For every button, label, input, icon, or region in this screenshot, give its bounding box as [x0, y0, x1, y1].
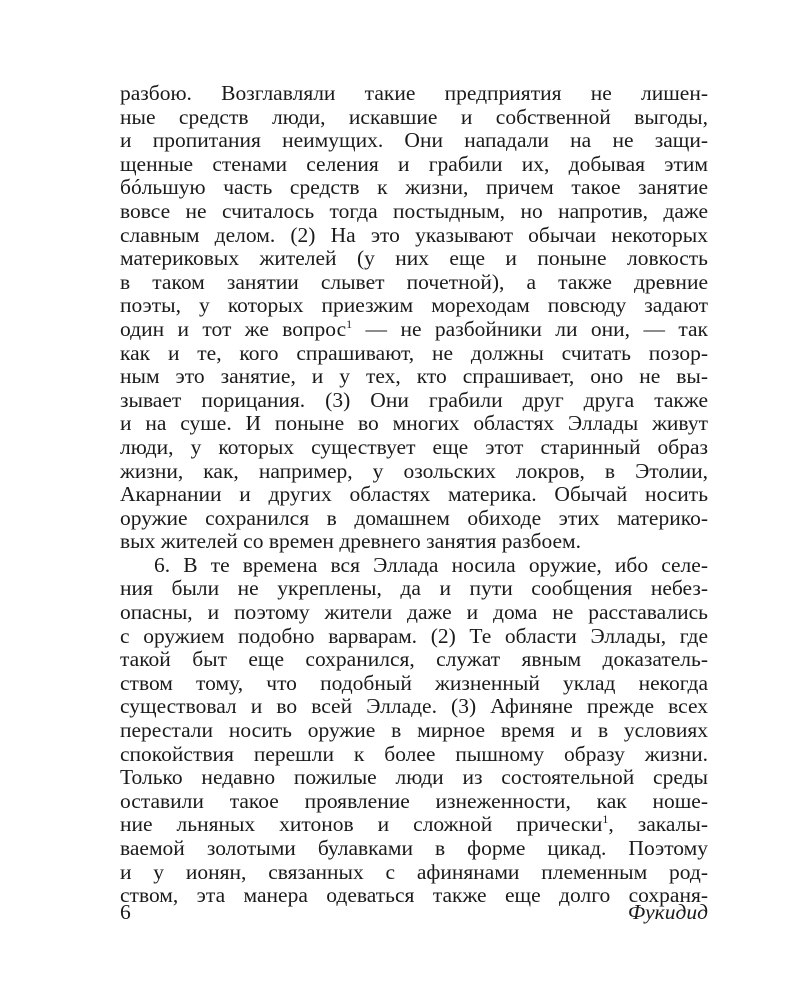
text-line: вых жителей со времен древнего занятия разбоем. [120, 529, 582, 554]
text-line: ния были не укреплены, да и пути сообщения небез- [120, 576, 708, 601]
footnote-marker: 1 [346, 316, 353, 331]
text-line: зывает порицания. (3) Они грабили друг друга также [120, 387, 708, 412]
text-line: как и те, кого спрашивают, не должны считать позор- [120, 340, 708, 365]
text-line [120, 318, 708, 342]
text-line: ством тому, что подобный жизненный уклад некогда [120, 670, 708, 695]
text-line: жизни, как, например, у озольских локров, в Этолии, [120, 458, 708, 483]
page-number: 6 [120, 900, 131, 924]
text-segment: ние льняных хитонов и сложной прически [120, 812, 603, 837]
text-line: такой быт еще сохранился, служат явным доказатель- [120, 647, 708, 672]
text-line: славным делом. (2) На это указывают обычаи некоторых [120, 222, 708, 247]
text-line: люди, у которых существует еще этот старинный образ [120, 434, 708, 459]
text-line: Акарнании и других областях материка. Обычай носить [120, 482, 708, 507]
text-line: и пропитания неимущих. Они нападали на не защи- [120, 128, 708, 153]
text-line: оружие сохранился в домашнем обиходе этих материко- [120, 505, 708, 530]
text-line: в таком занятии слывет почетной), а также древние [120, 269, 708, 294]
text-line: ным это занятие, и у тех, кто спрашивает, оно не вы- [120, 364, 708, 389]
text-line: Только недавно пожилые люди из состоятельной среды [120, 765, 708, 790]
text-line: перестали носить оружие в мирное время и в условиях [120, 718, 708, 743]
text-line: ные средств люди, искавшие и собственной выгоды, [120, 104, 708, 129]
text-line: разбою. Возглавляли такие предприятия не лишен- [120, 81, 708, 105]
text-segment: , закалы- [608, 812, 708, 837]
text-line: щенные стенами селения и грабили их, добывая этим [120, 151, 708, 176]
text-line: бóльшую часть средств к жизни, причем такое занятие [120, 175, 708, 200]
paragraph-start-line: 6. В те времена вся Эллада носила оружие, ибо селе- [154, 552, 708, 577]
text-line: спокойствия перешли к более пышному образу жизни. [120, 741, 708, 766]
text-line: вовсе не считалось тогда постыдным, но напротив, даже [120, 198, 708, 223]
text-line: поэты, у которых приезжим мореходам повсюду задают [120, 293, 708, 318]
running-title: Фукидид [627, 900, 708, 924]
body-text [120, 82, 708, 908]
text-line: и у ионян, связанных с афинянами племенным род- [120, 859, 708, 884]
text-line: и на суше. И поныне во многих областях Эллады живут [120, 411, 708, 436]
text-line: оставили такое проявление изнеженности, как ноше- [120, 788, 708, 813]
text-line: с оружием подобно варварам. (2) Те области Эллады, где [120, 623, 708, 648]
text-line: ваемой золотыми булавками в форме цикад. Поэтому [120, 836, 708, 860]
text-line: материковых жителей (у них еще и поныне ловкость [120, 246, 708, 271]
text-line [120, 813, 708, 837]
text-line: опасны, и поэтому жители даже и дома не расставались [120, 600, 708, 625]
text-line: ством, эта манера одеваться также еще долго сохраня- [120, 883, 708, 908]
text-segment: — не разбойники ли они, — так [352, 316, 708, 341]
page-footer [120, 900, 708, 930]
text-segment: один и тот же вопрос [120, 316, 347, 341]
footnote-marker: 1 [602, 812, 609, 827]
text-line: существовал и во всей Элладе. (3) Афиняне прежде всех [120, 694, 708, 719]
